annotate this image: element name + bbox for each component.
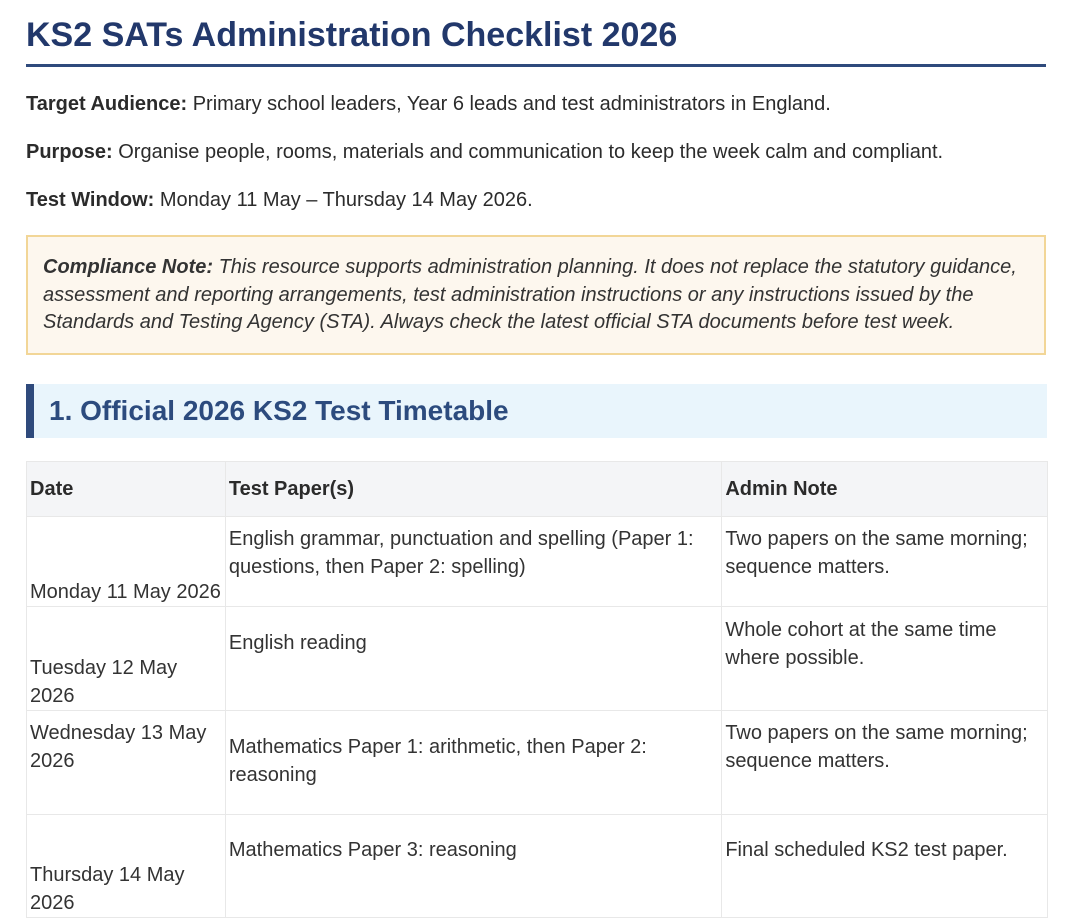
cell-papers: Mathematics Paper 1: arithmetic, then Paper 2: reasoning xyxy=(225,710,721,814)
cell-papers: English grammar, punctuation and spelling (Paper 1: questions, then Paper 2: spelling) xyxy=(225,516,721,606)
test-window-text: Monday 11 May – Thursday 14 May 2026. xyxy=(154,189,533,211)
column-header-papers: Test Paper(s) xyxy=(225,461,721,516)
compliance-note-label: Compliance Note: xyxy=(43,256,214,278)
column-header-admin-note: Admin Note xyxy=(722,461,1048,516)
column-header-date: Date xyxy=(27,461,226,516)
purpose-line xyxy=(26,140,1046,164)
cell-date: Monday 11 May 2026 xyxy=(27,516,226,606)
table-row xyxy=(27,516,1048,606)
purpose-label: Purpose: xyxy=(26,141,113,163)
cell-admin-note: Two papers on the same morning; sequence matters. xyxy=(722,710,1048,814)
cell-date: Thursday 14 May 2026 xyxy=(27,814,226,917)
audience-label: Target Audience: xyxy=(26,93,188,115)
table-row xyxy=(27,606,1048,710)
cell-date: Tuesday 12 May 2026 xyxy=(27,606,226,710)
test-window-label: Test Window: xyxy=(26,189,155,211)
audience-line xyxy=(26,92,1046,116)
cell-papers: Mathematics Paper 3: reasoning xyxy=(225,814,721,917)
document-meta xyxy=(26,92,1046,212)
compliance-note xyxy=(26,235,1046,355)
section-heading: 1. Official 2026 KS2 Test Timetable xyxy=(49,394,509,426)
cell-admin-note: Two papers on the same morning; sequence matters. xyxy=(722,516,1048,606)
cell-papers: English reading xyxy=(225,606,721,710)
cell-date: Wednesday 13 May 2026 xyxy=(27,710,226,814)
title-divider xyxy=(26,64,1046,67)
page-title: KS2 SATs Administration Checklist 2026 xyxy=(26,16,678,54)
purpose-text: Organise people, rooms, materials and communication to keep the week calm and compliant. xyxy=(112,141,944,163)
cell-admin-note: Whole cohort at the same time where possible. xyxy=(722,606,1048,710)
audience-text: Primary school leaders, Year 6 leads and test administrators in England. xyxy=(187,93,831,115)
section-header-timetable xyxy=(26,384,1047,438)
table-row xyxy=(27,710,1048,814)
cell-admin-note: Final scheduled KS2 test paper. xyxy=(722,814,1048,917)
test-window-line xyxy=(26,188,1046,212)
table-header-row xyxy=(27,461,1048,516)
compliance-note-text: This resource supports administration planning. It does not replace the statutory guidance, assessment and reporting arrangements, test administration instructions or any instructions issued by the Standards and Testing Agency (STA). Always check the latest official STA documents before test week. xyxy=(43,256,1017,334)
timetable-table xyxy=(26,461,1048,918)
